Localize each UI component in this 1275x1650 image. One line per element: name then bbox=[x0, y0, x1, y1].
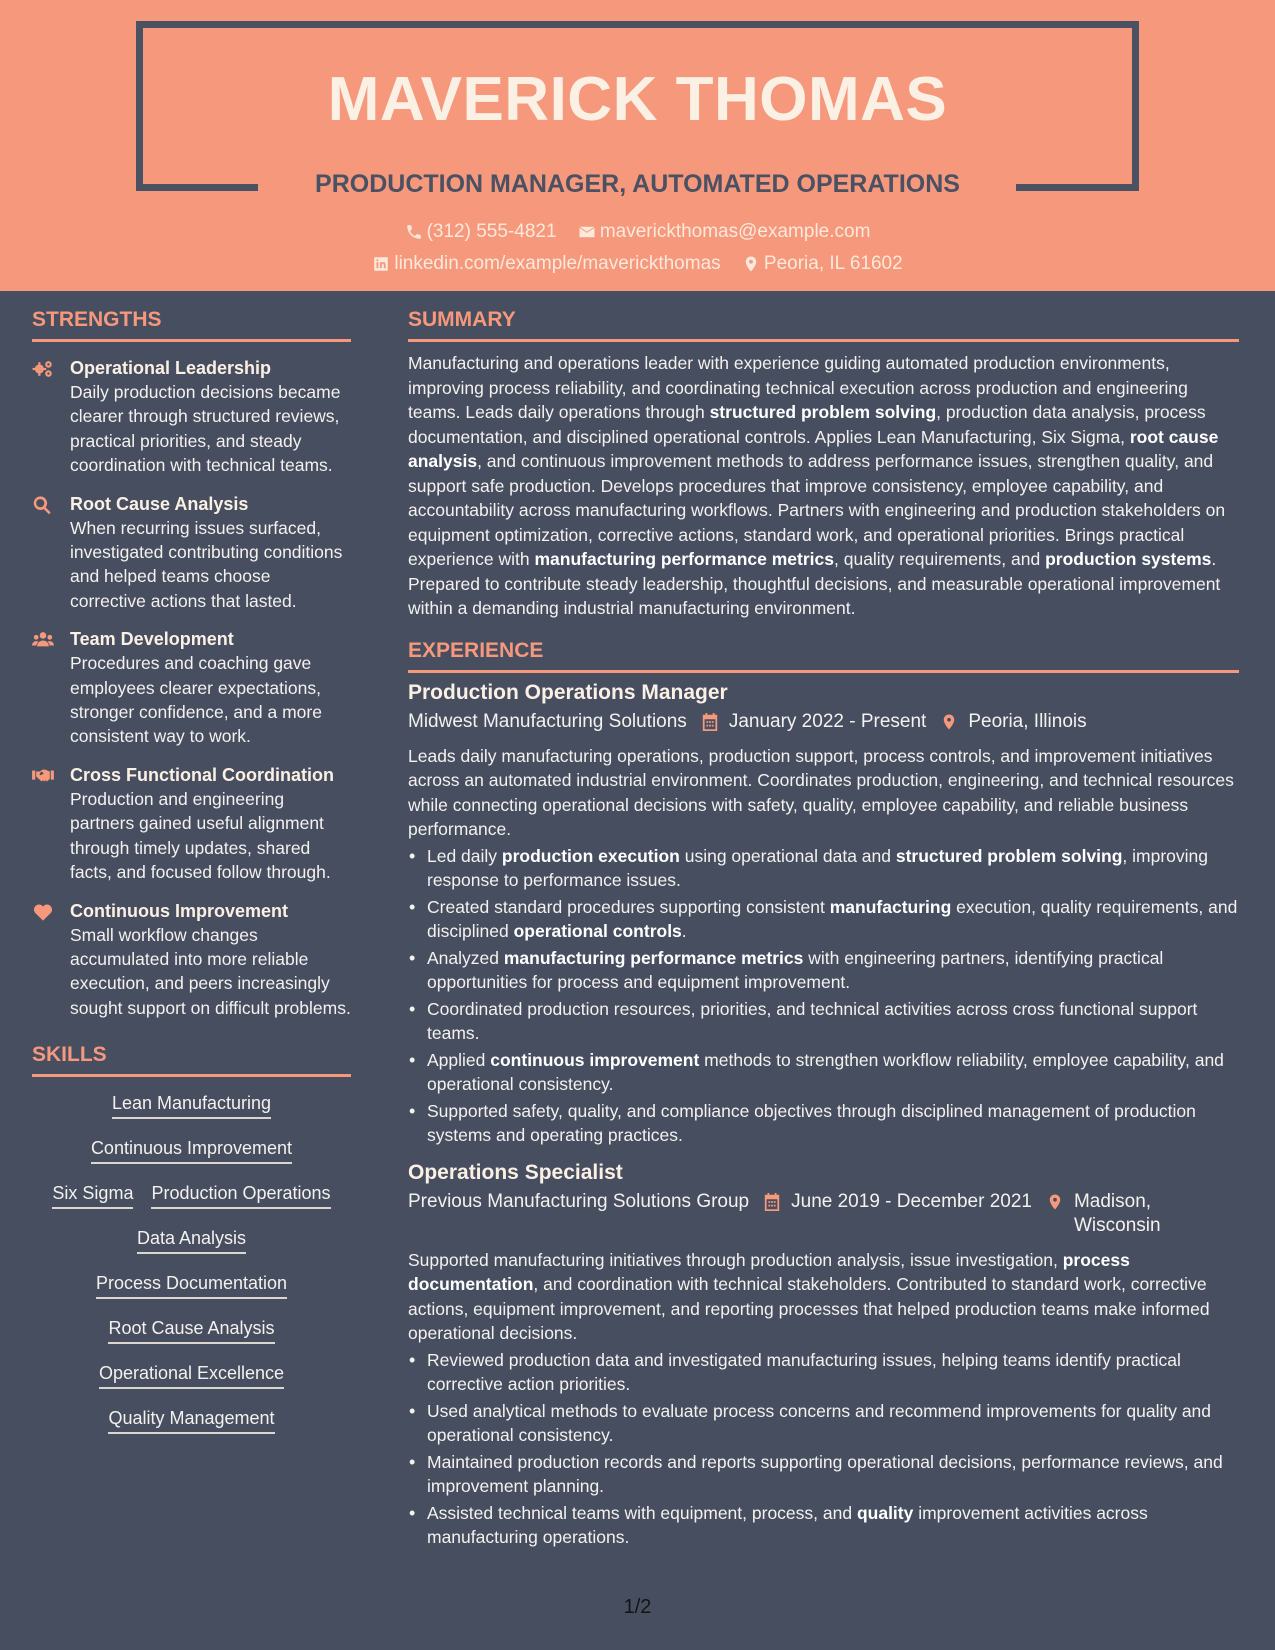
main-content bbox=[408, 307, 1239, 1552]
job-company: Midwest Manufacturing Solutions bbox=[408, 710, 687, 732]
candidate-title: PRODUCTION MANAGER, AUTOMATED OPERATIONS bbox=[315, 170, 960, 198]
skill-tag: Six Sigma bbox=[52, 1181, 133, 1209]
strength-title: Continuous Improvement bbox=[70, 900, 289, 921]
magnifier-icon bbox=[32, 492, 70, 614]
experience-heading: EXPERIENCE bbox=[408, 638, 1239, 673]
job-description: Leads daily manufacturing operations, production support, process controls, and improvement initiatives across an automated industrial environment. Coordinates production, engineering, and technical resources while connecting operational decisions with safety, quality, employee capability, and reliable business performance. bbox=[408, 745, 1234, 839]
bold-keyword: structured problem solving bbox=[895, 845, 1123, 866]
linkedin-icon bbox=[372, 255, 390, 273]
skills-list bbox=[32, 1091, 351, 1451]
summary-text: Manufacturing and operations leader with experience guiding automated production environments, improving process reliability, and coordinating technical execution across production and engineering teams. Leads daily operations through structured problem solving, production data analysis, process documentation, and disciplined operational controls. Applies Lean Manufacturing, Six Sigma, root cause analysis, and continuous improvement methods to address performance issues, strengthen quality, and support safe production. Develops procedures that improve consistency, employee capability, and accountability across manufacturing workflows. Partners with engineering and production stakeholders on equipment optimization, corrective actions, standard work, and operational priorities. Brings practical experience with manufacturing performance metrics, quality requirements, and production systems. Prepared to contribute steady leadership, thoughtful decisions, and measurable operational improvement within a demanding industrial manufacturing environment. bbox=[408, 353, 1226, 618]
location-contact bbox=[742, 252, 903, 276]
job-bullet: • Analyzed manufacturing performance metrics with engineering partners, identifying practical opportunities for process and equipment improvement. bbox=[408, 946, 1239, 995]
strength-title: Cross Functional Coordination bbox=[70, 764, 334, 785]
job-location-text: Peoria, Illinois bbox=[968, 710, 1087, 732]
bold-keyword: manufacturing performance metrics bbox=[534, 549, 834, 569]
email-contact[interactable] bbox=[578, 220, 871, 244]
calendar-icon bbox=[763, 1192, 781, 1212]
job-location bbox=[940, 710, 1086, 734]
job-bullet: • Maintained production records and reports supporting operational decisions, performance reviews, and improvement planning. bbox=[408, 1450, 1239, 1499]
job-dates bbox=[701, 710, 927, 734]
location-text: Peoria, IL 61602 bbox=[763, 253, 903, 274]
strength-title: Root Cause Analysis bbox=[70, 493, 249, 514]
job-description: Supported manufacturing initiatives through production analysis, issue investigation, process documentation, and coordination with technical stakeholders. Contributed to standard work, corrective actions, equipment improvement, and reporting processes that helped production teams make informed operational decisions. bbox=[408, 1249, 1210, 1343]
skill-row bbox=[32, 1181, 351, 1226]
bold-keyword: production systems bbox=[1045, 549, 1212, 569]
strength-desc: When recurring issues surfaced, investigated contributing conditions and helped teams choose corrective actions that lasted. bbox=[70, 517, 343, 611]
map-pin-icon bbox=[940, 712, 958, 732]
skill-row bbox=[32, 1136, 351, 1181]
bold-keyword: quality bbox=[856, 1502, 914, 1523]
skill-row bbox=[32, 1361, 351, 1406]
users-icon bbox=[32, 627, 70, 749]
bold-keyword: production execution bbox=[501, 845, 680, 866]
job-bullet: • Led daily production execution using operational data and structured problem solving, improving response to performance issues. bbox=[408, 844, 1239, 893]
page-number: 1/2 bbox=[623, 1596, 652, 1618]
bold-keyword: root cause analysis bbox=[408, 426, 1219, 471]
strength-item bbox=[32, 763, 351, 885]
skill-tag: Lean Manufacturing bbox=[112, 1091, 271, 1119]
skills-heading: SKILLS bbox=[32, 1042, 351, 1077]
job-company: Previous Manufacturing Solutions Group bbox=[408, 1190, 750, 1212]
job-dates-text: June 2019 - December 2021 bbox=[791, 1190, 1032, 1212]
job-bullet: • Created standard procedures supporting consistent manufacturing execution, quality requirements, and disciplined operational controls. bbox=[408, 895, 1239, 944]
skill-row bbox=[32, 1226, 351, 1271]
job-title: Operations Specialist bbox=[408, 1160, 623, 1184]
resume-header bbox=[0, 0, 1275, 291]
skill-row bbox=[32, 1091, 351, 1136]
strength-item bbox=[32, 899, 351, 1021]
strength-desc: Daily production decisions became clearer through structured reviews, practical priorities, and steady coordination with technical teams. bbox=[70, 382, 341, 476]
job-dates bbox=[763, 1190, 1032, 1214]
skill-tag: Data Analysis bbox=[137, 1226, 246, 1254]
bold-keyword: operational controls bbox=[513, 921, 682, 941]
job-location-text: Madison, Wisconsin bbox=[1073, 1190, 1161, 1236]
strength-title: Operational Leadership bbox=[70, 358, 272, 378]
bold-keyword: manufacturing performance metrics bbox=[503, 947, 804, 968]
job-bullet: • Applied continuous improvement methods to strengthen workflow reliability, employee capability, and operational consistency. bbox=[408, 1048, 1239, 1097]
job-entry bbox=[408, 1159, 1239, 1550]
bold-keyword: process documentation bbox=[408, 1249, 1130, 1294]
bold-keyword: continuous improvement bbox=[490, 1049, 700, 1070]
job-bullet: • Assisted technical teams with equipment, process, and quality improvement activities across manufacturing operations. bbox=[408, 1501, 1239, 1550]
email-text: maverickthomas@example.com bbox=[599, 221, 871, 242]
job-dates-text: January 2022 - Present bbox=[728, 710, 927, 732]
job-meta bbox=[408, 710, 1239, 734]
phone-text: (312) 555-4821 bbox=[426, 221, 557, 242]
strength-desc: Small workflow changes accumulated into more reliable execution, and peers increasingly sought support on difficult problems. bbox=[70, 924, 351, 1018]
strength-title: Team Development bbox=[70, 629, 234, 650]
strengths-heading: STRENGTHS bbox=[32, 307, 351, 342]
skill-tag: Production Operations bbox=[151, 1181, 330, 1209]
bold-keyword: manufacturing bbox=[829, 896, 952, 917]
sidebar bbox=[32, 307, 351, 1451]
handshake-icon bbox=[32, 763, 70, 885]
job-location bbox=[1046, 1190, 1161, 1238]
strength-desc: Procedures and coaching gave employees clearer expectations, stronger confidence, and a more consistent way to work. bbox=[70, 653, 322, 747]
job-bullet: • Supported safety, quality, and compliance objectives through disciplined management of production systems and operating practices. bbox=[408, 1099, 1239, 1148]
strength-item bbox=[32, 492, 351, 614]
gears-icon bbox=[32, 356, 70, 478]
job-title: Production Operations Manager bbox=[408, 680, 728, 704]
job-entry bbox=[408, 679, 1239, 1148]
contact-row-2 bbox=[0, 252, 1275, 280]
linkedin-text: linkedin.com/example/maverickthomas bbox=[394, 253, 721, 274]
job-bullets bbox=[408, 844, 1239, 1148]
job-bullets bbox=[408, 1348, 1239, 1550]
job-bullet: • Coordinated production resources, priorities, and technical activities across cross functional support teams. bbox=[408, 997, 1239, 1046]
phone-icon bbox=[405, 223, 423, 241]
job-bullet: • Reviewed production data and investigated manufacturing issues, helping teams identify practical corrective action priorities. bbox=[408, 1348, 1239, 1397]
summary-heading: SUMMARY bbox=[408, 307, 1239, 342]
strength-item bbox=[32, 627, 351, 749]
envelope-icon bbox=[578, 223, 596, 241]
job-meta bbox=[408, 1190, 1239, 1238]
strength-item bbox=[32, 356, 351, 478]
job-bullet: • Used analytical methods to evaluate process concerns and recommend improvements for quality and operational consistency. bbox=[408, 1399, 1239, 1448]
skill-tag: Root Cause Analysis bbox=[108, 1316, 274, 1344]
skill-tag: Operational Excellence bbox=[99, 1361, 284, 1389]
skill-row bbox=[32, 1406, 351, 1451]
bold-keyword: structured problem solving bbox=[709, 402, 937, 422]
candidate-name: MAVERICK THOMAS bbox=[327, 65, 948, 134]
skill-row bbox=[32, 1316, 351, 1361]
skill-tag: Quality Management bbox=[108, 1406, 274, 1434]
calendar-icon bbox=[701, 712, 719, 732]
skill-tag: Continuous Improvement bbox=[91, 1136, 292, 1164]
map-pin-icon bbox=[742, 255, 760, 273]
linkedin-contact[interactable] bbox=[372, 252, 720, 276]
contact-row-1 bbox=[0, 220, 1275, 248]
map-pin-icon bbox=[1046, 1192, 1064, 1212]
skill-tag: Process Documentation bbox=[96, 1271, 287, 1299]
phone-contact[interactable] bbox=[405, 220, 557, 244]
skill-row bbox=[32, 1271, 351, 1316]
strength-desc: Production and engineering partners gained useful alignment through timely updates, shared facts, and focused follow through. bbox=[70, 788, 331, 883]
heart-icon bbox=[32, 899, 70, 1021]
